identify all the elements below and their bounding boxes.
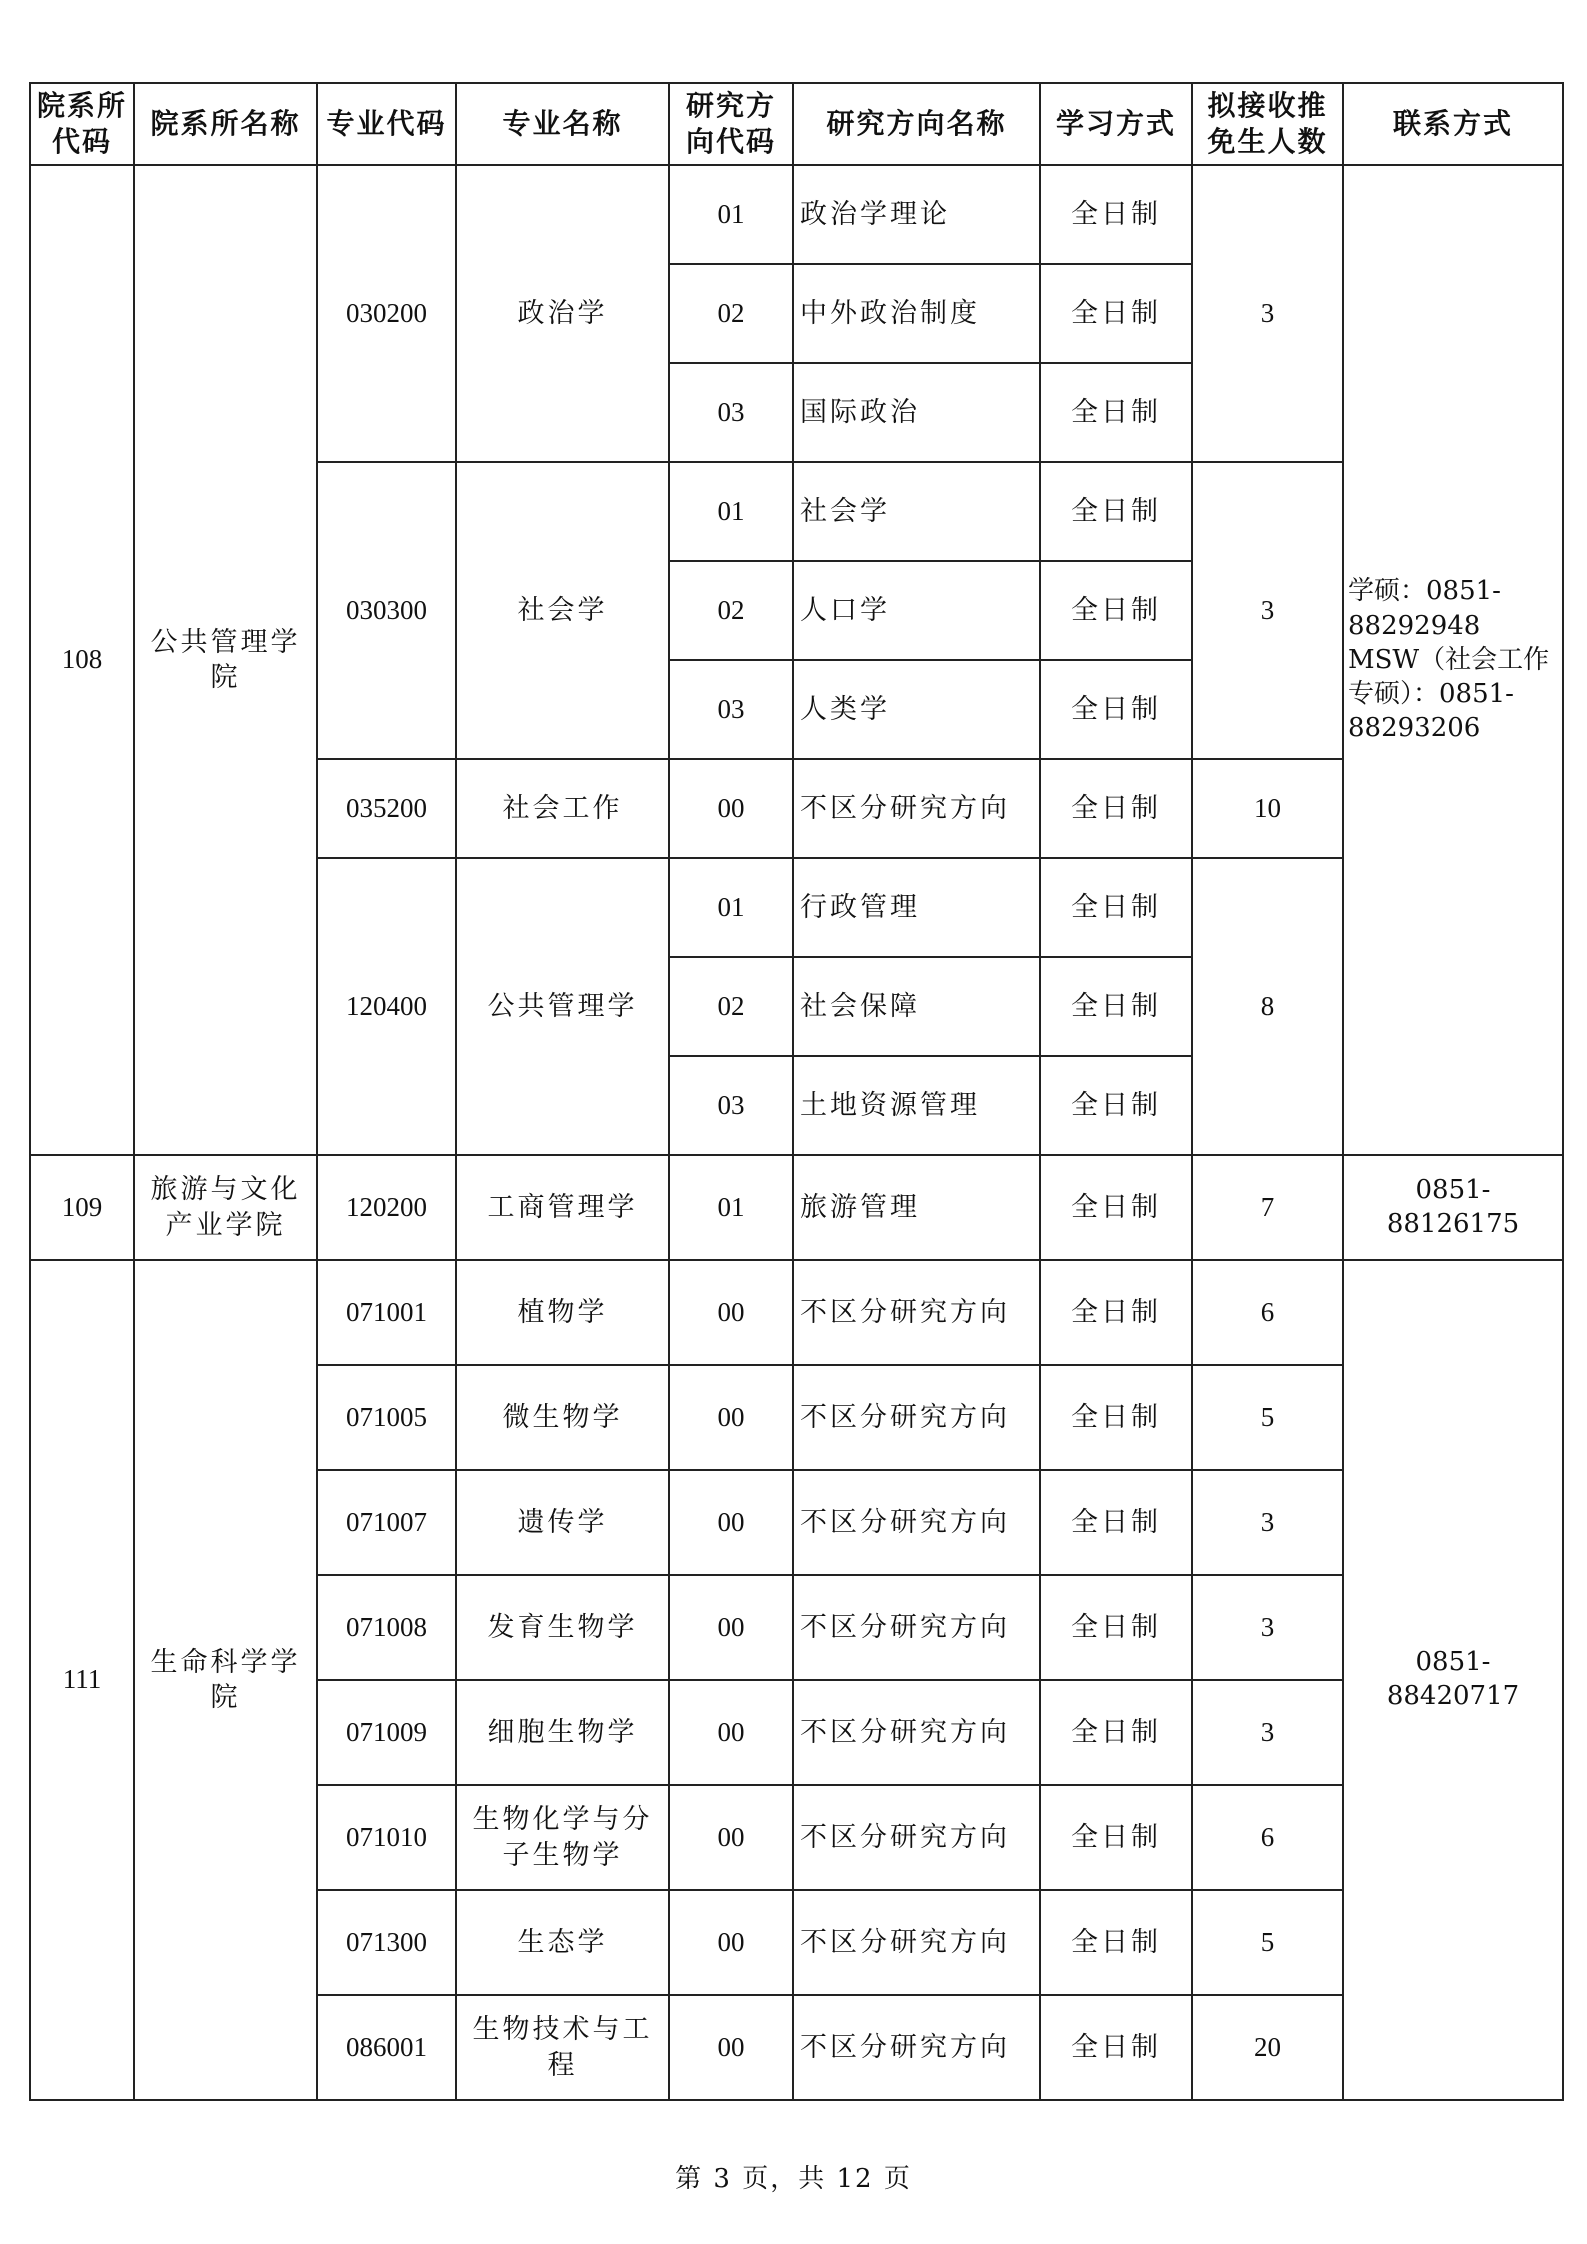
header-dept-code: 院系所代码 [30,83,134,165]
study-mode: 全日制 [1040,759,1192,858]
header-quota: 拟接收推免生人数 [1192,83,1343,165]
direction-code: 00 [669,1260,793,1365]
study-mode: 全日制 [1040,858,1192,957]
dept-name: 公共管理学院 [134,165,317,1155]
dept-contact: 0851-88126175 [1343,1155,1563,1260]
quota: 3 [1192,165,1343,462]
direction-name: 不区分研究方向 [793,759,1040,858]
table-row [30,1155,1563,1260]
major-name: 社会工作 [456,759,669,858]
direction-name: 不区分研究方向 [793,1470,1040,1575]
major-code: 071008 [317,1575,456,1680]
dept-code: 111 [30,1260,134,2100]
major-name: 生态学 [456,1890,669,1995]
quota: 10 [1192,759,1343,858]
study-mode: 全日制 [1040,1995,1192,2100]
study-mode: 全日制 [1040,1155,1192,1260]
major-code: 030200 [317,165,456,462]
study-mode: 全日制 [1040,660,1192,759]
dept-name: 生命科学学院 [134,1260,317,2100]
major-code: 086001 [317,1995,456,2100]
major-code: 120200 [317,1155,456,1260]
header-major-code: 专业代码 [317,83,456,165]
study-mode: 全日制 [1040,1575,1192,1680]
page-footer: 第 3 页，共 12 页 [675,2164,912,2194]
header-dir-name: 研究方向名称 [793,83,1040,165]
study-mode: 全日制 [1040,1680,1192,1785]
quota: 3 [1192,1680,1343,1785]
study-mode: 全日制 [1040,1056,1192,1155]
major-name: 发育生物学 [456,1575,669,1680]
direction-name: 中外政治制度 [793,264,1040,363]
table-row [30,165,1563,264]
header-study-mode: 学习方式 [1040,83,1192,165]
admission-table [29,82,1564,2101]
major-code: 071010 [317,1785,456,1890]
direction-name: 不区分研究方向 [793,1260,1040,1365]
direction-name: 不区分研究方向 [793,1680,1040,1785]
study-mode: 全日制 [1040,1365,1192,1470]
major-code: 071005 [317,1365,456,1470]
quota: 20 [1192,1995,1343,2100]
study-mode: 全日制 [1040,1785,1192,1890]
dept-code: 109 [30,1155,134,1260]
major-code: 120400 [317,858,456,1155]
major-name: 微生物学 [456,1365,669,1470]
major-code: 071009 [317,1680,456,1785]
study-mode: 全日制 [1040,165,1192,264]
direction-name: 人口学 [793,561,1040,660]
major-name: 细胞生物学 [456,1680,669,1785]
direction-code: 03 [669,660,793,759]
direction-name: 国际政治 [793,363,1040,462]
study-mode: 全日制 [1040,957,1192,1056]
direction-code: 01 [669,462,793,561]
study-mode: 全日制 [1040,264,1192,363]
major-name: 工商管理学 [456,1155,669,1260]
header-row [30,83,1563,165]
quota: 5 [1192,1890,1343,1995]
direction-code: 03 [669,1056,793,1155]
major-code: 035200 [317,759,456,858]
direction-name: 不区分研究方向 [793,1785,1040,1890]
header-dir-code: 研究方向代码 [669,83,793,165]
direction-code: 00 [669,1890,793,1995]
direction-code: 02 [669,264,793,363]
major-code: 071300 [317,1890,456,1995]
direction-code: 00 [669,1995,793,2100]
direction-name: 不区分研究方向 [793,1995,1040,2100]
direction-code: 00 [669,1575,793,1680]
direction-name: 不区分研究方向 [793,1890,1040,1995]
study-mode: 全日制 [1040,462,1192,561]
direction-name: 行政管理 [793,858,1040,957]
direction-code: 00 [669,1365,793,1470]
dept-name: 旅游与文化产业学院 [134,1155,317,1260]
study-mode: 全日制 [1040,1260,1192,1365]
direction-name: 土地资源管理 [793,1056,1040,1155]
study-mode: 全日制 [1040,363,1192,462]
quota: 3 [1192,462,1343,759]
study-mode: 全日制 [1040,1890,1192,1995]
dept-contact: 学硕：0851-88292948 MSW（社会工作专硕）：0851-88293206 [1343,165,1563,1155]
major-name: 植物学 [456,1260,669,1365]
major-name: 生物化学与分子生物学 [456,1785,669,1890]
direction-code: 02 [669,561,793,660]
direction-code: 01 [669,1155,793,1260]
admission-table-container [29,82,1562,2101]
quota: 3 [1192,1575,1343,1680]
quota: 5 [1192,1365,1343,1470]
direction-name: 社会保障 [793,957,1040,1056]
quota: 6 [1192,1260,1343,1365]
header-contact: 联系方式 [1343,83,1563,165]
header-dept-name: 院系所名称 [134,83,317,165]
major-code: 030300 [317,462,456,759]
major-name: 社会学 [456,462,669,759]
header-major-name: 专业名称 [456,83,669,165]
direction-code: 03 [669,363,793,462]
direction-code: 02 [669,957,793,1056]
major-code: 071001 [317,1260,456,1365]
direction-name: 旅游管理 [793,1155,1040,1260]
table-row [30,1260,1563,1365]
quota: 7 [1192,1155,1343,1260]
study-mode: 全日制 [1040,561,1192,660]
direction-code: 01 [669,858,793,957]
major-name: 公共管理学 [456,858,669,1155]
dept-contact: 0851-88420717 [1343,1260,1563,2100]
direction-name: 人类学 [793,660,1040,759]
direction-code: 00 [669,1785,793,1890]
direction-code: 01 [669,165,793,264]
major-code: 071007 [317,1470,456,1575]
quota: 3 [1192,1470,1343,1575]
direction-code: 00 [669,759,793,858]
major-name: 遗传学 [456,1470,669,1575]
direction-name: 社会学 [793,462,1040,561]
dept-code: 108 [30,165,134,1155]
direction-code: 00 [669,1680,793,1785]
direction-name: 政治学理论 [793,165,1040,264]
major-name: 生物技术与工程 [456,1995,669,2100]
direction-code: 00 [669,1470,793,1575]
major-name: 政治学 [456,165,669,462]
study-mode: 全日制 [1040,1470,1192,1575]
quota: 8 [1192,858,1343,1155]
direction-name: 不区分研究方向 [793,1365,1040,1470]
quota: 6 [1192,1785,1343,1890]
direction-name: 不区分研究方向 [793,1575,1040,1680]
